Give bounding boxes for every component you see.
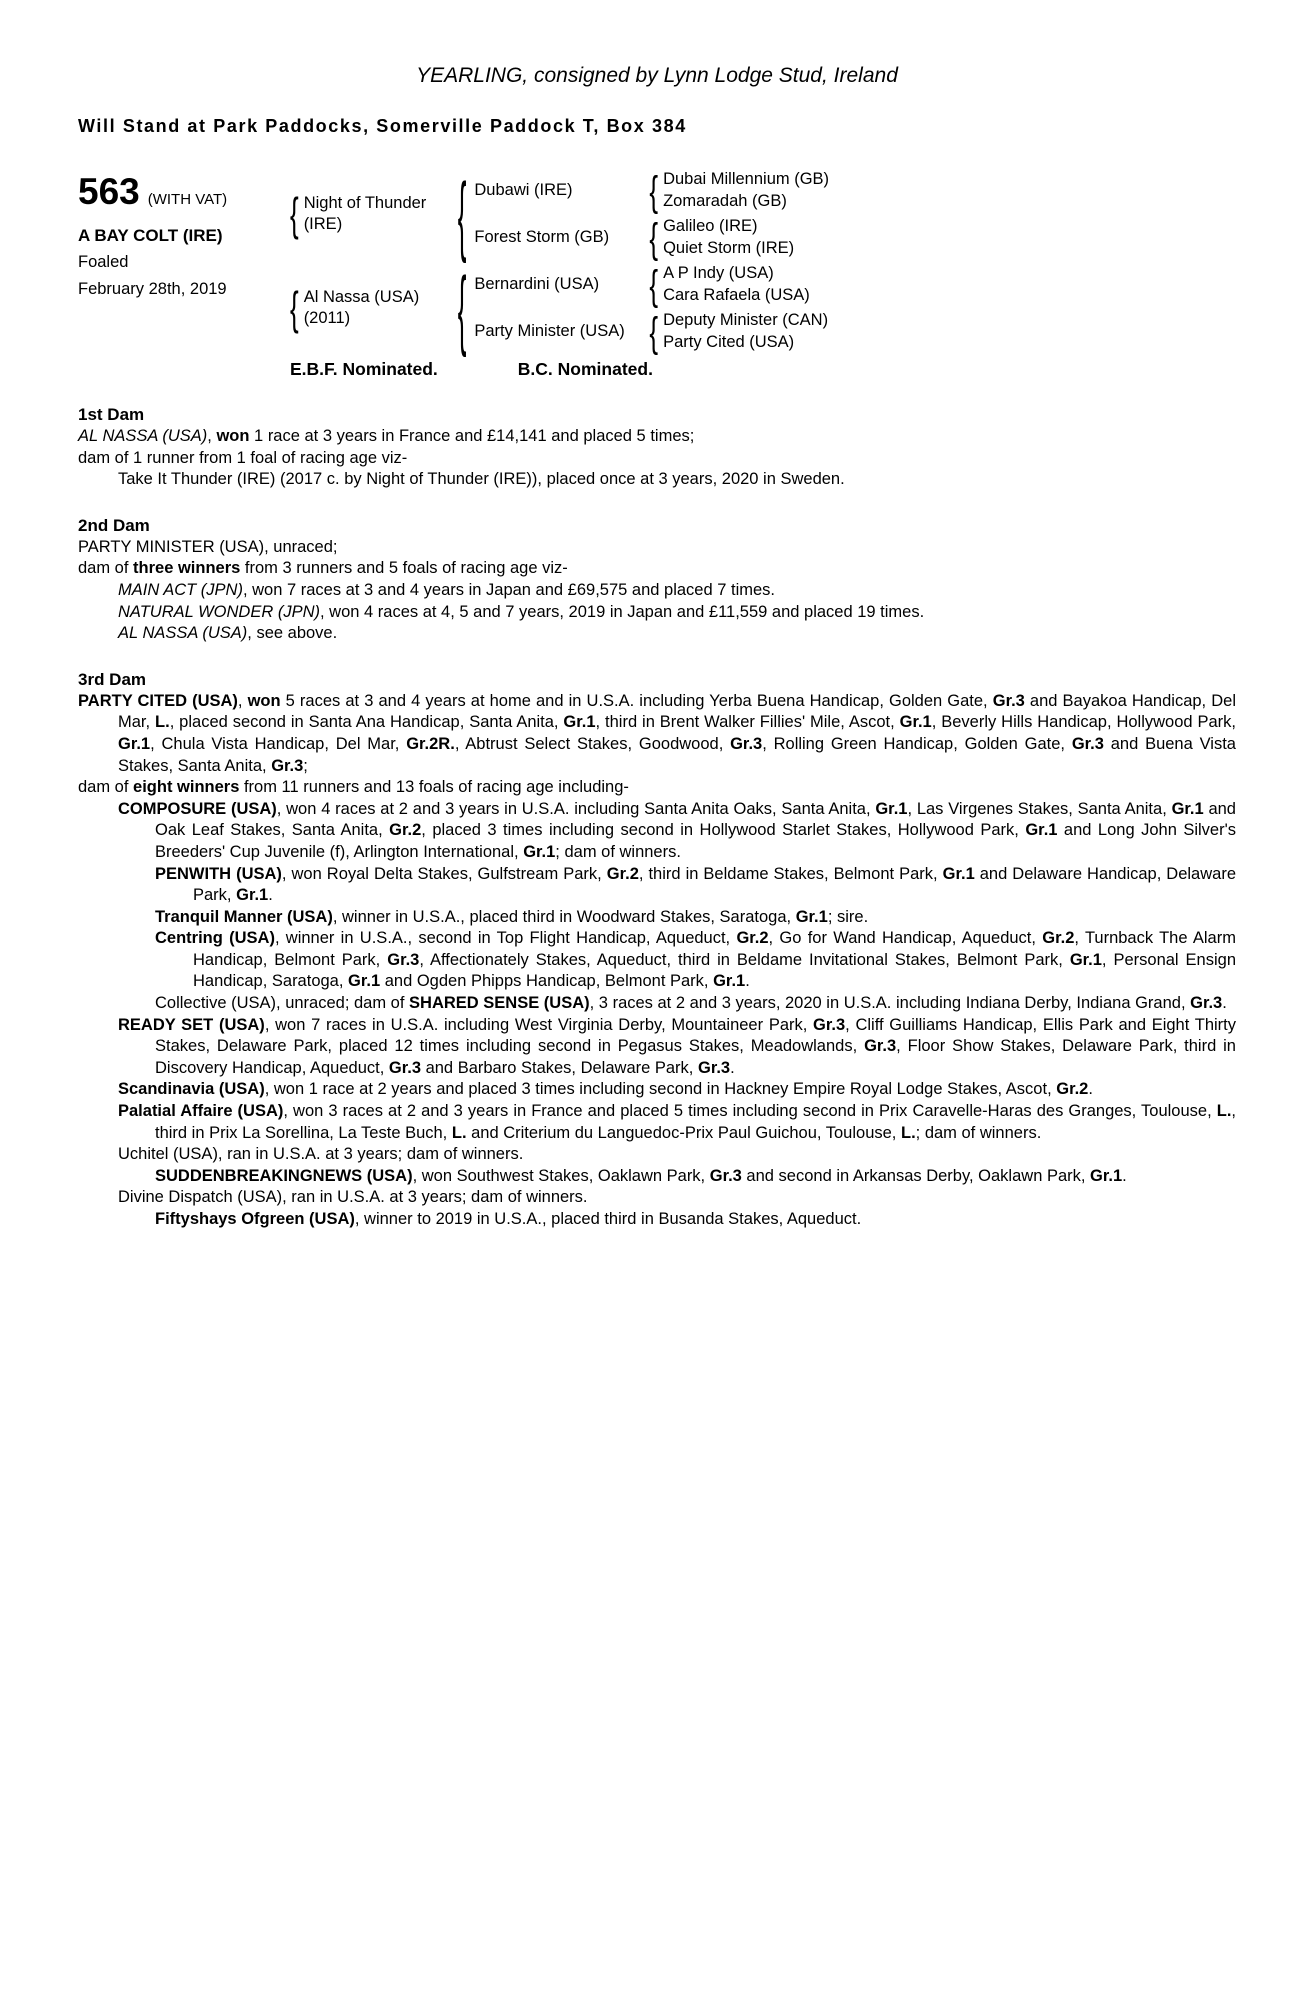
dam-name: Al Nassa (USA) (2011) (303, 288, 420, 327)
great-granddam-name: Cara Rafaela (USA) (663, 286, 810, 304)
grandsire-row (474, 261, 828, 308)
brace-icon: { (649, 307, 659, 356)
pedigree-paragraph: AL NASSA (USA), won 1 race at 3 years in France and £14,141 and placed 5 times; (78, 427, 695, 445)
pedigree-paragraph: MAIN ACT (JPN), won 7 races at 3 and 4 years in Japan and £69,575 and placed 7 times. (118, 580, 775, 599)
pedigree-paragraph: PARTY MINISTER (USA), unraced; (78, 537, 338, 556)
great-grandsire-name: Galileo (IRE) (663, 217, 758, 235)
pedigree-paragraph: Take It Thunder (IRE) (2017 c. by Night of Thunder (IRE)), placed once at 3 years, 2020 in Sweden. (118, 470, 845, 489)
granddam-row (474, 214, 829, 261)
consignment-title: YEARLING, consigned by Lynn Lodge Stud, Ireland (416, 64, 898, 87)
pedigree-paragraph: AL NASSA (USA), see above. (118, 624, 338, 643)
pedigree-paragraph: Scandinavia (USA), won 1 race at 2 years and placed 3 times including second in Hackney Empire Royal Lodge Stakes, Ascot, Gr.2. (118, 1080, 1093, 1099)
brace-icon: { (457, 163, 467, 265)
granddam-name: Party Minister (USA) (474, 322, 625, 340)
pedigree-paragraph: Uchitel (USA), ran in U.S.A. at 3 years; dam of winners. (118, 1145, 524, 1164)
pedigree-paragraph: PENWITH (USA), won Royal Delta Stakes, Gulfstream Park, Gr.2, third in Beldame Stakes, Belmont Park, Gr.1 and Delaware Handicap, Delaware Park, Gr.1. (155, 864, 1237, 905)
dam-section (78, 515, 1236, 645)
granddam-name: Forest Storm (GB) (474, 228, 610, 246)
pedigree-paragraph: SUDDENBREAKINGNEWS (USA), won Southwest Stakes, Oaklawn Park, Gr.3 and second in Arkansas Derby, Oaklawn Park, Gr.1. (155, 1166, 1127, 1185)
stand-location: Will Stand at Park Paddocks, Somerville Paddock T, Box 384 (78, 116, 687, 136)
great-grandsire-name: Deputy Minister (CAN) (663, 311, 829, 329)
lot-number: 563 (78, 171, 140, 212)
nominations (290, 359, 1236, 380)
pedigree-paragraph: Divine Dispatch (USA), ran in U.S.A. at 3 years; dam of winners. (118, 1188, 588, 1207)
dam-sections (78, 404, 1236, 1231)
granddam-row (474, 308, 828, 355)
pedigree-paragraph: COMPOSURE (USA), won 4 races at 2 and 3 years in U.S.A. including Santa Anita Oaks, Santa Anita, Gr.1, Las Virgenes Stakes, Santa Anita, Gr.1 and Oak Leaf Stakes, Santa Anita, Gr.2, placed 3 times including second in Hollywood Starlet Stakes, Hollywood Park, Gr.1 and Long John Silver's Breeders' Cup Juvenile (f), Arlington International, Gr.1; dam of winners. (118, 799, 1236, 861)
grandsire-name: Dubawi (IRE) (474, 181, 573, 199)
foaled-label: Foaled (78, 253, 129, 271)
foaled-date: February 28th, 2019 (78, 280, 227, 298)
pedigree-tree (290, 163, 1236, 359)
bc-nominated: B.C. Nominated. (517, 359, 653, 379)
brace-icon: { (457, 257, 467, 359)
pedigree-paragraph: dam of three winners from 3 runners and 5 foals of racing age viz- (78, 559, 568, 578)
pedigree-paragraph: READY SET (USA), won 7 races in U.S.A. including West Virginia Derby, Mountaineer Park, Gr.3, Cliff Guilliams Handicap, Ellis Park and Eight Thirty Stakes, Delaware Park, placed 12 times including second in Pegasus Stakes, Meadowlands, Gr.3, Floor Show Stakes, Delaware Park, third in Discovery Handicap, Aqueduct, Gr.3 and Barbaro Stakes, Delaware Park, Gr.3. (118, 1015, 1236, 1077)
section-heading: 1st Dam (78, 405, 145, 424)
lot-info (78, 167, 290, 355)
brace-icon: { (649, 213, 659, 262)
pedigree-paragraph: Tranquil Manner (USA), winner in U.S.A., placed third in Woodward Stakes, Saratoga, Gr.1; sire. (155, 907, 869, 926)
great-granddam-name: Quiet Storm (IRE) (663, 239, 795, 257)
section-heading: 3rd Dam (78, 669, 147, 689)
horse-description: A BAY COLT (IRE) (78, 226, 223, 245)
dam-section (78, 669, 1236, 1231)
dam-section (78, 404, 1236, 491)
section-heading: 2nd Dam (78, 515, 150, 535)
grandsire-name: Bernardini (USA) (474, 275, 600, 293)
brace-icon: { (649, 166, 659, 215)
grandsire-row (474, 167, 829, 214)
pedigree-paragraph: Centring (USA), winner in U.S.A., second in Top Flight Handicap, Aqueduct, Gr.2, Go for Wand Handicap, Aqueduct, Gr.2, Turnback The Alarm Handicap, Belmont Park, Gr.3, Affectionately Stakes, Aqueduct, third in Beldame Invitational Stakes, Belmont Park, Gr.1, Personal Ensign Handicap, Saratoga, Gr.1 and Ogden Phipps Handicap, Belmont Park, Gr.1. (155, 929, 1237, 991)
brace-icon: { (290, 187, 299, 241)
pedigree-paragraph: Fiftyshays Ofgreen (USA), winner to 2019 in U.S.A., placed third in Busanda Stakes, Aqueduct. (155, 1210, 862, 1228)
dam-branch (290, 257, 1236, 359)
great-grandsire-name: Dubai Millennium (GB) (663, 170, 830, 188)
sire-name: Night of Thunder (IRE) (303, 194, 427, 233)
pedigree-paragraph: Collective (USA), unraced; dam of SHARED SENSE (USA), 3 races at 2 and 3 years, 2020 in U.S.A. including Indiana Derby, Indiana Grand, Gr.3. (155, 994, 1227, 1013)
pedigree-paragraph: dam of 1 runner from 1 foal of racing age viz- (78, 448, 408, 467)
pedigree-paragraph: dam of eight winners from 11 runners and 13 foals of racing age including- (78, 778, 629, 797)
pedigree-paragraph: PARTY CITED (USA), won 5 races at 3 and 4 years at home and in U.S.A. including Yerba Buena Handicap, Golden Gate, Gr.3 and Bayakoa Handicap, Del Mar, L., placed second in Santa Ana Handicap, Santa Anita, Gr.1, third in Brent Walker Fillies' Mile, Ascot, Gr.1, Beverly Hills Handicap, Hollywood Park, Gr.1, Chula Vista Handicap, Del Mar, Gr.2R., Abtrust Select Stakes, Goodwood, Gr.3, Rolling Green Handicap, Golden Gate, Gr.3 and Buena Vista Stakes, Santa Anita, Gr.3; (78, 691, 1236, 775)
pedigree-paragraph: NATURAL WONDER (JPN), won 4 races at 4, 5 and 7 years, 2019 in Japan and £11,559 and placed 19 times. (118, 602, 925, 621)
pedigree-block (78, 163, 1236, 359)
great-granddam-name: Zomaradah (GB) (663, 192, 787, 210)
sire-branch (290, 163, 1236, 265)
vat-note: (WITH VAT) (147, 191, 228, 208)
pedigree-paragraph: Palatial Affaire (USA), won 3 races at 2 and 3 years in France and placed 5 times including second in Prix Caravelle-Haras des Granges, Toulouse, L., third in Prix La Sorellina, La Teste Buch, L. and Criterium du Languedoc-Prix Paul Guichou, Toulouse, L.; dam of winners. (118, 1102, 1236, 1142)
ebf-nominated: E.B.F. Nominated. (290, 359, 438, 379)
great-granddam-name: Party Cited (USA) (663, 333, 795, 351)
brace-icon: { (649, 260, 659, 309)
great-grandsire-name: A P Indy (USA) (663, 264, 774, 282)
brace-icon: { (290, 281, 299, 335)
